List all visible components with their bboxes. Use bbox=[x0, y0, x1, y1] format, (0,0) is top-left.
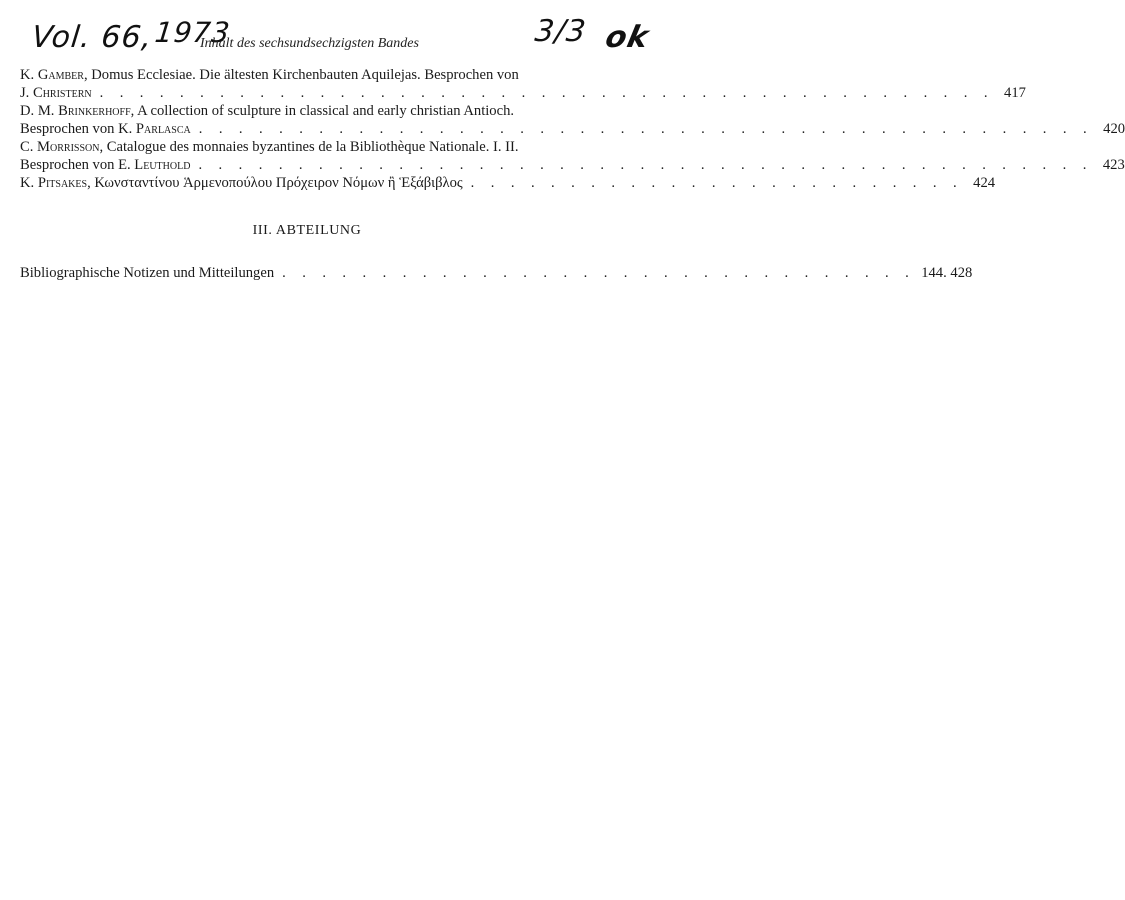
author-name: K. Gamber bbox=[20, 67, 84, 83]
page-number: 420 bbox=[1103, 121, 1125, 137]
leader-dots: . . . . . . . . . . . . . . . . . . . . . . . . . bbox=[470, 175, 964, 191]
table-of-contents bbox=[20, 66, 1125, 192]
work-title: , Domus Ecclesiae. Die ältesten Kirchenbauten Aquilejas. Besprochen von bbox=[83, 67, 519, 83]
reviewer-prefix: Besprochen von bbox=[20, 121, 119, 137]
leader-dots: . . . . . . . . . . . . . . . . . . . . . . . . . . . . . . . . bbox=[282, 265, 916, 281]
leader-dots: . . . . . . . . . . . . . . . . . . . . . . . . . . . . . . . . . . . . . . . . . . . . . bbox=[198, 157, 1093, 173]
work-title: , Catalogue des monnaies byzantines de la Bibliothèque Nationale. I. II. bbox=[99, 139, 519, 155]
page-number: 417 bbox=[1004, 85, 1026, 101]
author-name: C. Morrisson bbox=[20, 139, 100, 155]
work-title: , A collection of sculpture in classical and early christian Antioch. bbox=[130, 103, 515, 119]
reviewer-name: J. Christern bbox=[20, 85, 92, 101]
leader-dots: . . . . . . . . . . . . . . . . . . . . . . . . . . . . . . . . . . . . . . . . . . . . . bbox=[198, 121, 1094, 137]
page-number: 424 bbox=[973, 175, 996, 191]
handwritten-fraction-mark: 3/3 bbox=[533, 14, 589, 49]
reviewer-name: K. Parlasca bbox=[118, 121, 191, 137]
toc-entry bbox=[20, 138, 1125, 174]
handwritten-ok-mark: ok bbox=[602, 20, 653, 55]
section-heading-text: III. ABTEILUNG bbox=[252, 223, 362, 238]
section-heading bbox=[0, 221, 654, 239]
handwritten-year-note: 1973 bbox=[153, 16, 232, 49]
toc-entry bbox=[20, 66, 1026, 102]
leader-dots: . . . . . . . . . . . . . . . . . . . . . . . . . . . . . . . . . . . . . . . . . . . . . bbox=[99, 85, 994, 101]
page-number: 423 bbox=[1102, 157, 1125, 173]
handwritten-volume-note: Vol. 66, bbox=[30, 20, 155, 55]
reviewer-prefix: Besprochen von bbox=[20, 157, 119, 173]
running-title: Inhalt des sechsundsechzigsten Bandes bbox=[200, 36, 419, 51]
toc-entry bbox=[20, 102, 1125, 138]
author-name: D. M. Brinkerhoff bbox=[20, 103, 131, 119]
section-entry bbox=[20, 264, 973, 282]
toc-entry bbox=[20, 174, 996, 192]
section-entry-label: Bibliographische Notizen und Mitteilungen bbox=[20, 265, 275, 281]
work-title: , Κωνσταντίνου Ἁρμενοπούλου Πρόχειρον Νόμων ἢ Ἑξάβιβλος bbox=[87, 175, 463, 191]
page-header bbox=[20, 10, 653, 60]
page-numbers: 144. 428 bbox=[921, 265, 973, 281]
author-name: K. Pitsakes bbox=[20, 175, 88, 191]
reviewer-name: E. Leuthold bbox=[118, 157, 191, 173]
